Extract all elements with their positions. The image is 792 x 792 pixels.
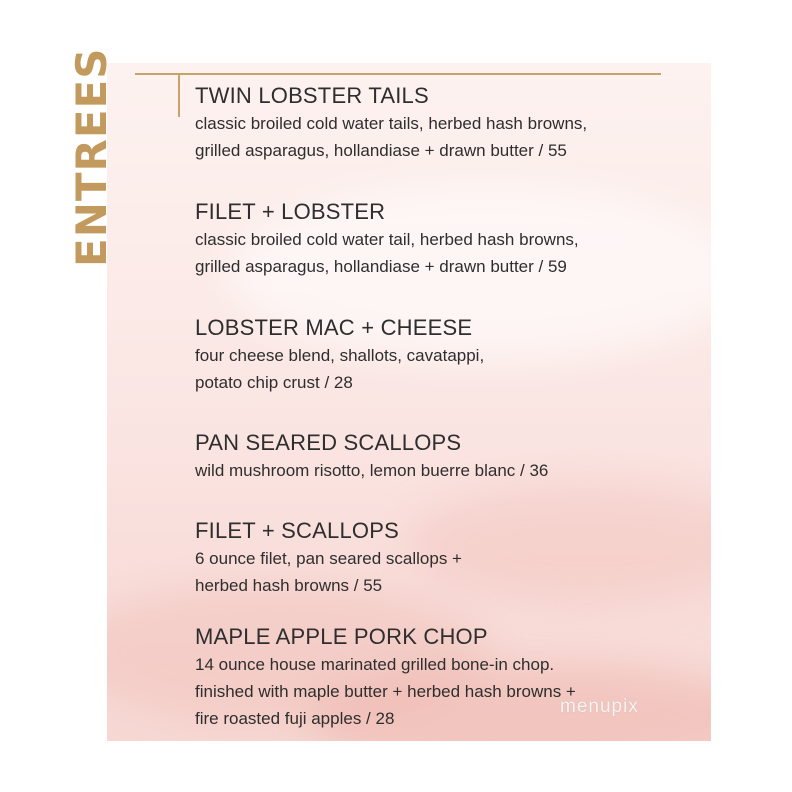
menu-item-description: herbed hash browns / 55: [195, 576, 383, 595]
watermark-logo: menupix: [560, 696, 639, 717]
menu-item-name: FILET + LOBSTER: [195, 199, 386, 224]
menu-item: [195, 429, 695, 484]
menu-item-description: wild mushroom risotto, lemon buerre blanc / 36: [195, 461, 549, 480]
menu-item-description: grilled asparagus, hollandiase + drawn butter / 59: [195, 257, 567, 276]
menu-item-name: PAN SEARED SCALLOPS: [195, 430, 462, 455]
gold-rule-vertical: [178, 73, 180, 117]
menu-item-name: FILET + SCALLOPS: [195, 518, 399, 543]
menu-item-description: four cheese blend, shallots, cavatappi,: [195, 346, 485, 365]
menu-item-description: fire roasted fuji apples / 28: [195, 709, 395, 728]
menu-item-description: grilled asparagus, hollandiase + drawn butter / 55: [195, 141, 567, 160]
menu-item-description: 6 ounce filet, pan seared scallops +: [195, 549, 462, 568]
menu-item-description: classic broiled cold water tails, herbed hash browns,: [195, 114, 588, 133]
menu-item-name: TWIN LOBSTER TAILS: [195, 83, 429, 108]
menu-item-description: classic broiled cold water tail, herbed hash browns,: [195, 230, 579, 249]
menu-item: [195, 198, 695, 280]
menu-item-description: 14 ounce house marinated grilled bone-in chop.: [195, 655, 555, 674]
menu-item: [195, 314, 695, 396]
menu-item-description: finished with maple butter + herbed hash browns +: [195, 682, 576, 701]
section-title-entrees: ENTREES: [67, 47, 116, 267]
menu-item-description: potato chip crust / 28: [195, 373, 353, 392]
menu-item-name: LOBSTER MAC + CHEESE: [195, 315, 473, 340]
menu-item: [195, 82, 695, 164]
menu-item-name: MAPLE APPLE PORK CHOP: [195, 624, 488, 649]
gold-rule-horizontal: [135, 73, 661, 75]
menu-item: [195, 517, 695, 599]
